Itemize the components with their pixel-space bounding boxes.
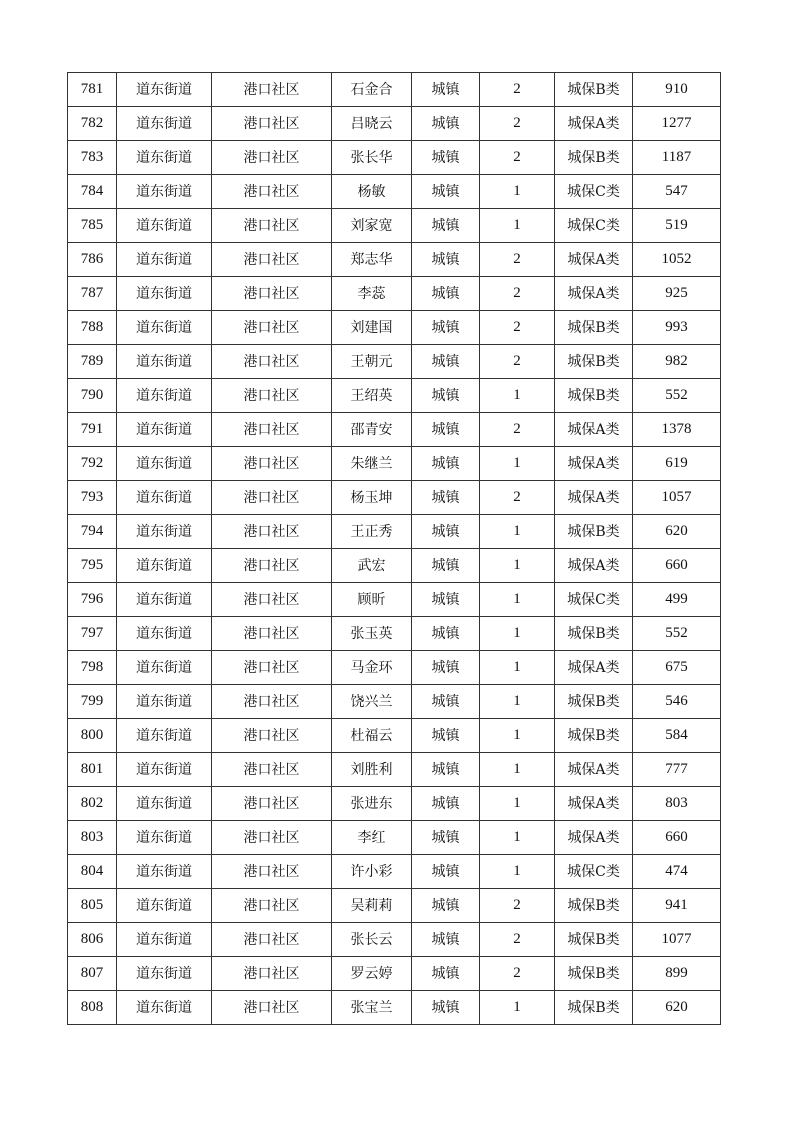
cell-area-type: 城镇 (412, 855, 480, 889)
table-row (68, 447, 721, 481)
cell-person-name: 邵青安 (332, 413, 412, 447)
cell-row-number: 786 (68, 243, 117, 277)
cell-area-type: 城镇 (412, 583, 480, 617)
table-row (68, 345, 721, 379)
cell-community: 港口社区 (212, 243, 332, 277)
cell-area-type: 城镇 (412, 107, 480, 141)
table-row (68, 991, 721, 1025)
cell-community: 港口社区 (212, 209, 332, 243)
cell-row-number: 788 (68, 311, 117, 345)
cell-row-number: 790 (68, 379, 117, 413)
cell-row-number: 802 (68, 787, 117, 821)
cell-household-size: 1 (480, 685, 555, 719)
cell-household-size: 2 (480, 107, 555, 141)
cell-row-number: 798 (68, 651, 117, 685)
cell-amount: 993 (633, 311, 721, 345)
cell-row-number: 784 (68, 175, 117, 209)
cell-person-name: 张宝兰 (332, 991, 412, 1025)
cell-community: 港口社区 (212, 73, 332, 107)
cell-subdistrict: 道东街道 (117, 345, 212, 379)
cell-area-type: 城镇 (412, 923, 480, 957)
cell-community: 港口社区 (212, 515, 332, 549)
cell-community: 港口社区 (212, 753, 332, 787)
cell-community: 港口社区 (212, 821, 332, 855)
cell-row-number: 808 (68, 991, 117, 1025)
cell-household-size: 2 (480, 345, 555, 379)
cell-subdistrict: 道东街道 (117, 855, 212, 889)
cell-household-size: 2 (480, 141, 555, 175)
cell-area-type: 城镇 (412, 277, 480, 311)
cell-area-type: 城镇 (412, 175, 480, 209)
cell-insurance-category: 城保C类 (555, 855, 633, 889)
cell-person-name: 饶兴兰 (332, 685, 412, 719)
cell-insurance-category: 城保C类 (555, 209, 633, 243)
cell-community: 港口社区 (212, 379, 332, 413)
cell-insurance-category: 城保B类 (555, 141, 633, 175)
cell-person-name: 杜福云 (332, 719, 412, 753)
cell-subdistrict: 道东街道 (117, 515, 212, 549)
cell-insurance-category: 城保A类 (555, 243, 633, 277)
cell-community: 港口社区 (212, 447, 332, 481)
cell-subdistrict: 道东街道 (117, 175, 212, 209)
cell-row-number: 793 (68, 481, 117, 515)
cell-person-name: 刘胜利 (332, 753, 412, 787)
cell-subdistrict: 道东街道 (117, 447, 212, 481)
cell-person-name: 王正秀 (332, 515, 412, 549)
cell-subdistrict: 道东街道 (117, 209, 212, 243)
cell-amount: 619 (633, 447, 721, 481)
cell-insurance-category: 城保B类 (555, 311, 633, 345)
cell-amount: 982 (633, 345, 721, 379)
cell-subdistrict: 道东街道 (117, 311, 212, 345)
cell-amount: 899 (633, 957, 721, 991)
cell-insurance-category: 城保B类 (555, 73, 633, 107)
cell-household-size: 1 (480, 719, 555, 753)
cell-subdistrict: 道东街道 (117, 379, 212, 413)
table-row (68, 651, 721, 685)
cell-community: 港口社区 (212, 311, 332, 345)
cell-amount: 519 (633, 209, 721, 243)
cell-row-number: 795 (68, 549, 117, 583)
table-row (68, 855, 721, 889)
cell-row-number: 801 (68, 753, 117, 787)
cell-row-number: 799 (68, 685, 117, 719)
cell-person-name: 王朝元 (332, 345, 412, 379)
cell-area-type: 城镇 (412, 719, 480, 753)
cell-row-number: 792 (68, 447, 117, 481)
cell-person-name: 王绍英 (332, 379, 412, 413)
roster-table (67, 72, 721, 1025)
cell-household-size: 1 (480, 753, 555, 787)
cell-amount: 1378 (633, 413, 721, 447)
cell-amount: 547 (633, 175, 721, 209)
cell-household-size: 2 (480, 889, 555, 923)
cell-area-type: 城镇 (412, 549, 480, 583)
cell-area-type: 城镇 (412, 447, 480, 481)
cell-area-type: 城镇 (412, 685, 480, 719)
cell-person-name: 郑志华 (332, 243, 412, 277)
cell-subdistrict: 道东街道 (117, 413, 212, 447)
cell-amount: 552 (633, 379, 721, 413)
cell-household-size: 1 (480, 379, 555, 413)
cell-amount: 925 (633, 277, 721, 311)
table-row (68, 957, 721, 991)
table-row (68, 277, 721, 311)
cell-subdistrict: 道东街道 (117, 549, 212, 583)
cell-area-type: 城镇 (412, 209, 480, 243)
table-row (68, 413, 721, 447)
cell-row-number: 783 (68, 141, 117, 175)
cell-community: 港口社区 (212, 549, 332, 583)
cell-row-number: 794 (68, 515, 117, 549)
cell-community: 港口社区 (212, 481, 332, 515)
cell-household-size: 1 (480, 583, 555, 617)
cell-community: 港口社区 (212, 277, 332, 311)
cell-area-type: 城镇 (412, 311, 480, 345)
cell-row-number: 796 (68, 583, 117, 617)
cell-person-name: 吕晓云 (332, 107, 412, 141)
roster-table-body (68, 73, 721, 1025)
cell-person-name: 张进东 (332, 787, 412, 821)
cell-person-name: 张长云 (332, 923, 412, 957)
cell-household-size: 1 (480, 209, 555, 243)
cell-community: 港口社区 (212, 175, 332, 209)
cell-row-number: 781 (68, 73, 117, 107)
cell-insurance-category: 城保A类 (555, 413, 633, 447)
table-row (68, 379, 721, 413)
cell-area-type: 城镇 (412, 753, 480, 787)
cell-community: 港口社区 (212, 651, 332, 685)
cell-insurance-category: 城保B类 (555, 617, 633, 651)
cell-amount: 660 (633, 549, 721, 583)
cell-subdistrict: 道东街道 (117, 685, 212, 719)
cell-row-number: 800 (68, 719, 117, 753)
cell-subdistrict: 道东街道 (117, 617, 212, 651)
cell-area-type: 城镇 (412, 73, 480, 107)
cell-insurance-category: 城保A类 (555, 481, 633, 515)
cell-community: 港口社区 (212, 345, 332, 379)
cell-row-number: 797 (68, 617, 117, 651)
cell-amount: 660 (633, 821, 721, 855)
cell-person-name: 张玉英 (332, 617, 412, 651)
cell-subdistrict: 道东街道 (117, 991, 212, 1025)
cell-community: 港口社区 (212, 787, 332, 821)
cell-insurance-category: 城保A类 (555, 651, 633, 685)
cell-row-number: 785 (68, 209, 117, 243)
cell-insurance-category: 城保B类 (555, 957, 633, 991)
cell-insurance-category: 城保A类 (555, 107, 633, 141)
cell-insurance-category: 城保B类 (555, 923, 633, 957)
cell-person-name: 朱继兰 (332, 447, 412, 481)
cell-household-size: 1 (480, 991, 555, 1025)
cell-subdistrict: 道东街道 (117, 277, 212, 311)
cell-person-name: 武宏 (332, 549, 412, 583)
cell-amount: 552 (633, 617, 721, 651)
cell-household-size: 1 (480, 515, 555, 549)
cell-insurance-category: 城保A类 (555, 787, 633, 821)
cell-subdistrict: 道东街道 (117, 481, 212, 515)
cell-amount: 620 (633, 991, 721, 1025)
cell-subdistrict: 道东街道 (117, 583, 212, 617)
cell-community: 港口社区 (212, 413, 332, 447)
cell-subdistrict: 道东街道 (117, 107, 212, 141)
cell-community: 港口社区 (212, 685, 332, 719)
cell-insurance-category: 城保A类 (555, 821, 633, 855)
cell-insurance-category: 城保B类 (555, 515, 633, 549)
table-row (68, 481, 721, 515)
cell-row-number: 803 (68, 821, 117, 855)
cell-person-name: 吴莉莉 (332, 889, 412, 923)
cell-amount: 910 (633, 73, 721, 107)
cell-area-type: 城镇 (412, 141, 480, 175)
cell-area-type: 城镇 (412, 991, 480, 1025)
cell-subdistrict: 道东街道 (117, 141, 212, 175)
table-row (68, 787, 721, 821)
cell-row-number: 787 (68, 277, 117, 311)
cell-row-number: 807 (68, 957, 117, 991)
cell-person-name: 杨玉坤 (332, 481, 412, 515)
cell-subdistrict: 道东街道 (117, 787, 212, 821)
table-row (68, 617, 721, 651)
cell-insurance-category: 城保B类 (555, 685, 633, 719)
cell-row-number: 791 (68, 413, 117, 447)
table-row (68, 311, 721, 345)
cell-household-size: 1 (480, 855, 555, 889)
cell-subdistrict: 道东街道 (117, 923, 212, 957)
cell-area-type: 城镇 (412, 515, 480, 549)
table-row (68, 685, 721, 719)
cell-household-size: 2 (480, 311, 555, 345)
table-row (68, 719, 721, 753)
cell-community: 港口社区 (212, 889, 332, 923)
table-row (68, 73, 721, 107)
cell-insurance-category: 城保A类 (555, 549, 633, 583)
cell-area-type: 城镇 (412, 243, 480, 277)
table-row (68, 583, 721, 617)
cell-row-number: 782 (68, 107, 117, 141)
cell-community: 港口社区 (212, 583, 332, 617)
cell-person-name: 杨敏 (332, 175, 412, 209)
cell-community: 港口社区 (212, 719, 332, 753)
table-row (68, 175, 721, 209)
cell-subdistrict: 道东街道 (117, 243, 212, 277)
cell-community: 港口社区 (212, 141, 332, 175)
cell-subdistrict: 道东街道 (117, 821, 212, 855)
cell-community: 港口社区 (212, 991, 332, 1025)
cell-person-name: 李红 (332, 821, 412, 855)
cell-household-size: 1 (480, 787, 555, 821)
cell-amount: 1057 (633, 481, 721, 515)
cell-amount: 941 (633, 889, 721, 923)
table-row (68, 821, 721, 855)
table-row (68, 209, 721, 243)
cell-subdistrict: 道东街道 (117, 719, 212, 753)
cell-household-size: 2 (480, 413, 555, 447)
cell-household-size: 1 (480, 821, 555, 855)
cell-area-type: 城镇 (412, 345, 480, 379)
cell-person-name: 马金环 (332, 651, 412, 685)
cell-subdistrict: 道东街道 (117, 957, 212, 991)
cell-amount: 1187 (633, 141, 721, 175)
cell-row-number: 804 (68, 855, 117, 889)
cell-insurance-category: 城保A类 (555, 447, 633, 481)
cell-household-size: 2 (480, 923, 555, 957)
cell-household-size: 2 (480, 481, 555, 515)
cell-household-size: 2 (480, 243, 555, 277)
cell-insurance-category: 城保C类 (555, 175, 633, 209)
cell-person-name: 李蕊 (332, 277, 412, 311)
cell-amount: 803 (633, 787, 721, 821)
table-row (68, 515, 721, 549)
cell-amount: 546 (633, 685, 721, 719)
cell-household-size: 1 (480, 651, 555, 685)
cell-person-name: 张长华 (332, 141, 412, 175)
cell-amount: 675 (633, 651, 721, 685)
cell-subdistrict: 道东街道 (117, 753, 212, 787)
cell-amount: 499 (633, 583, 721, 617)
cell-insurance-category: 城保B类 (555, 345, 633, 379)
cell-household-size: 1 (480, 549, 555, 583)
cell-amount: 474 (633, 855, 721, 889)
table-row (68, 923, 721, 957)
cell-area-type: 城镇 (412, 617, 480, 651)
cell-household-size: 2 (480, 957, 555, 991)
cell-subdistrict: 道东街道 (117, 651, 212, 685)
cell-amount: 620 (633, 515, 721, 549)
cell-household-size: 1 (480, 617, 555, 651)
cell-household-size: 1 (480, 175, 555, 209)
table-row (68, 549, 721, 583)
cell-household-size: 2 (480, 73, 555, 107)
cell-community: 港口社区 (212, 617, 332, 651)
cell-area-type: 城镇 (412, 889, 480, 923)
cell-community: 港口社区 (212, 855, 332, 889)
cell-household-size: 1 (480, 447, 555, 481)
cell-subdistrict: 道东街道 (117, 73, 212, 107)
cell-person-name: 刘家宽 (332, 209, 412, 243)
cell-row-number: 805 (68, 889, 117, 923)
cell-community: 港口社区 (212, 957, 332, 991)
cell-area-type: 城镇 (412, 957, 480, 991)
cell-insurance-category: 城保C类 (555, 583, 633, 617)
cell-area-type: 城镇 (412, 787, 480, 821)
cell-person-name: 罗云婷 (332, 957, 412, 991)
cell-amount: 1077 (633, 923, 721, 957)
cell-insurance-category: 城保B类 (555, 719, 633, 753)
cell-person-name: 刘建国 (332, 311, 412, 345)
cell-amount: 1277 (633, 107, 721, 141)
cell-insurance-category: 城保B类 (555, 889, 633, 923)
cell-person-name: 石金合 (332, 73, 412, 107)
table-row (68, 141, 721, 175)
cell-area-type: 城镇 (412, 379, 480, 413)
cell-row-number: 789 (68, 345, 117, 379)
cell-area-type: 城镇 (412, 413, 480, 447)
cell-insurance-category: 城保A类 (555, 753, 633, 787)
cell-insurance-category: 城保B类 (555, 991, 633, 1025)
cell-community: 港口社区 (212, 923, 332, 957)
cell-insurance-category: 城保A类 (555, 277, 633, 311)
cell-household-size: 2 (480, 277, 555, 311)
cell-area-type: 城镇 (412, 481, 480, 515)
cell-person-name: 顾昕 (332, 583, 412, 617)
cell-insurance-category: 城保B类 (555, 379, 633, 413)
table-row (68, 107, 721, 141)
cell-subdistrict: 道东街道 (117, 889, 212, 923)
cell-amount: 1052 (633, 243, 721, 277)
cell-amount: 777 (633, 753, 721, 787)
table-row (68, 753, 721, 787)
cell-area-type: 城镇 (412, 651, 480, 685)
cell-row-number: 806 (68, 923, 117, 957)
cell-area-type: 城镇 (412, 821, 480, 855)
cell-amount: 584 (633, 719, 721, 753)
table-row (68, 889, 721, 923)
cell-community: 港口社区 (212, 107, 332, 141)
cell-person-name: 许小彩 (332, 855, 412, 889)
table-row (68, 243, 721, 277)
